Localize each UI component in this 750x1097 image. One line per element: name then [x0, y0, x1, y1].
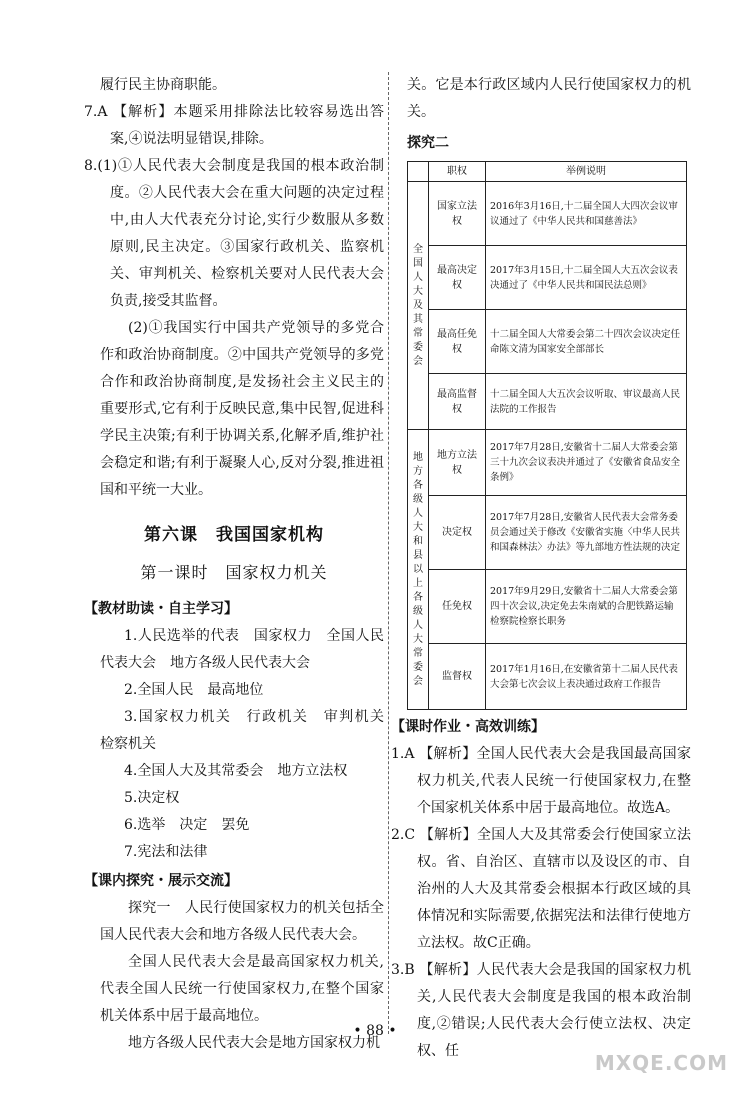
inquiry-two-heading: 探究二	[407, 135, 449, 151]
answer-item: 2.全国人民 最高地位	[124, 682, 264, 698]
power-cell: 最高决定权	[429, 246, 486, 310]
inquiry-paragraph: 全国人民代表大会是最高国家权力机关,代表全国人民统一行使国家权力,在整个国家机关体系中居于最高地位。	[100, 954, 384, 1024]
answer-item: 3.国家权力机关 行政机关 审判机关 检察机关	[100, 709, 398, 752]
lesson-title: 第六课 我国国家机构	[144, 525, 324, 545]
power-cell: 地方立法权	[429, 430, 486, 496]
section-heading-homework: 【课时作业・高效训练】	[391, 719, 545, 735]
power-cell: 监督权	[429, 644, 486, 710]
example-cell: 2017年1月16日,在安徽省第十二届人民代表大会第七次会议上表决通过政府工作报告	[486, 644, 687, 710]
table-row	[408, 246, 687, 310]
answer-item: 1.人民选举的代表 国家权力 全国人民代表大会 地方各级人民代表大会	[100, 628, 384, 671]
table-header-power: 职权	[429, 162, 486, 182]
inquiry-one: 探究一 人民行使国家权力的机关包括全国人民代表大会和地方各级人民代表大会。	[100, 900, 384, 943]
power-cell: 最高监督权	[429, 374, 486, 430]
example-cell: 2017年3月15日,十二届全国人大五次会议表决通过了《中华人民共和国民法总则》	[486, 246, 687, 310]
table-row	[408, 644, 687, 710]
answer-q8-part1: 8.(1)①人民代表大会制度是我国的根本政治制度。②人民代表大会在重大问题的决定过程中,由人大代表充分讨论,实行少数服从多数原则,民主决定。③国家行政机关、监察机关、审判机关、检察机关要对人民代表大会负责,接受其监督。	[84, 158, 384, 309]
power-cell: 任免权	[429, 570, 486, 644]
paragraph: 履行民主协商职能。	[100, 77, 226, 93]
answer-q7: 7.A 【解析】本题采用排除法比较容易选出答案,④说法明显错误,排除。	[84, 104, 384, 147]
power-cell: 国家立法权	[429, 182, 486, 246]
homework-q1: 1.A 【解析】全国人民代表大会是我国最高国家权力机关,代表人民统一行使国家权力,在整个国家机关体系中居于最高地位。故选A。	[391, 746, 691, 816]
section-heading-self-study: 【教材助读・自主学习】	[84, 601, 238, 617]
inquiry-paragraph: 地方各级人民代表大会是地方国家权力机	[128, 1035, 380, 1051]
period-title: 第一课时 国家权力机关	[140, 563, 328, 582]
homework-q3: 3.B 【解析】人民代表大会是我国的国家权力机关,人民代表大会制度是我国的根本政治制度,②错误;人民代表大会行使立法权、决定权、任	[391, 962, 691, 1059]
table-row	[408, 496, 687, 570]
answer-item: 5.决定权	[124, 790, 180, 806]
table-header-example: 举例说明	[486, 162, 687, 182]
example-cell: 2017年7月28日,安徽省十二届人大常委会第三十九次会议表决并通过了《安徽省食品安全条例》	[486, 430, 687, 496]
watermark-logo: MXQE.COM	[594, 1051, 728, 1075]
table-header-empty	[408, 162, 429, 182]
homework-q2: 2.C 【解析】全国人大及其常委会行使国家立法权。省、自治区、直辖市以及设区的市、自治州的人大及其常委会根据本行政区域的具体情况和实际需要,依据宪法和法律行使地方立法权。故C正确。	[391, 827, 691, 951]
example-cell: 十二届全国人大五次会议听取、审议最高人民法院的工作报告	[486, 374, 687, 430]
answer-item: 6.选举 决定 罢免	[124, 817, 250, 833]
powers-table	[407, 161, 687, 710]
column-divider	[388, 72, 390, 1034]
table-header-row	[408, 162, 687, 182]
answer-item: 7.宪法和法律	[124, 844, 208, 860]
right-column	[391, 72, 691, 1065]
table-row	[408, 182, 687, 246]
example-cell: 2016年3月16日,十二届全国人大四次会议审议通过了《中华人民共和国慈善法》	[486, 182, 687, 246]
example-cell: 2017年9月29日,安徽省十二届人大常委会第四十次会议,决定免去朱南斌的合肥铁路运输检察院检察长职务	[486, 570, 687, 644]
answer-item: 4.全国人大及其常委会 地方立法权	[124, 763, 348, 779]
section-heading-inquiry: 【课内探究・展示交流】	[84, 873, 238, 889]
table-row	[408, 570, 687, 644]
org-national-npc: 全国人大及其常委会	[408, 182, 429, 430]
inquiry-continuation: 关。它是本行政区域内人民行使国家权力的机关。	[407, 77, 691, 120]
example-cell: 2017年7月28日,安徽省人民代表大会常务委员会通过关于修改《安徽省实施〈中华人民共和国森林法〉办法》等九部地方性法规的决定	[486, 496, 687, 570]
table-row	[408, 310, 687, 374]
org-local-npc: 地方各级人大和县以上各级人大常委会	[408, 430, 429, 710]
page-number: • 88 •	[353, 1023, 397, 1039]
answer-q8-part2: (2)①我国实行中国共产党领导的多党合作和政治协商制度。②中国共产党领导的多党合作和政治协商制度,是发扬社会主义民主的重要形式,它有利于反映民意,集中民智,促进科学民主决策;有利于协调关系,化解矛盾,维护社会稳定和谐;有利于凝聚人心,反对分裂,推进祖国和平统一大业。	[100, 320, 384, 498]
left-column	[84, 72, 398, 1057]
table-row	[408, 374, 687, 430]
power-cell: 最高任免权	[429, 310, 486, 374]
example-cell: 十二届全国人大常委会第二十四次会议决定任命陈文清为国家安全部部长	[486, 310, 687, 374]
power-cell: 决定权	[429, 496, 486, 570]
table-row	[408, 430, 687, 496]
